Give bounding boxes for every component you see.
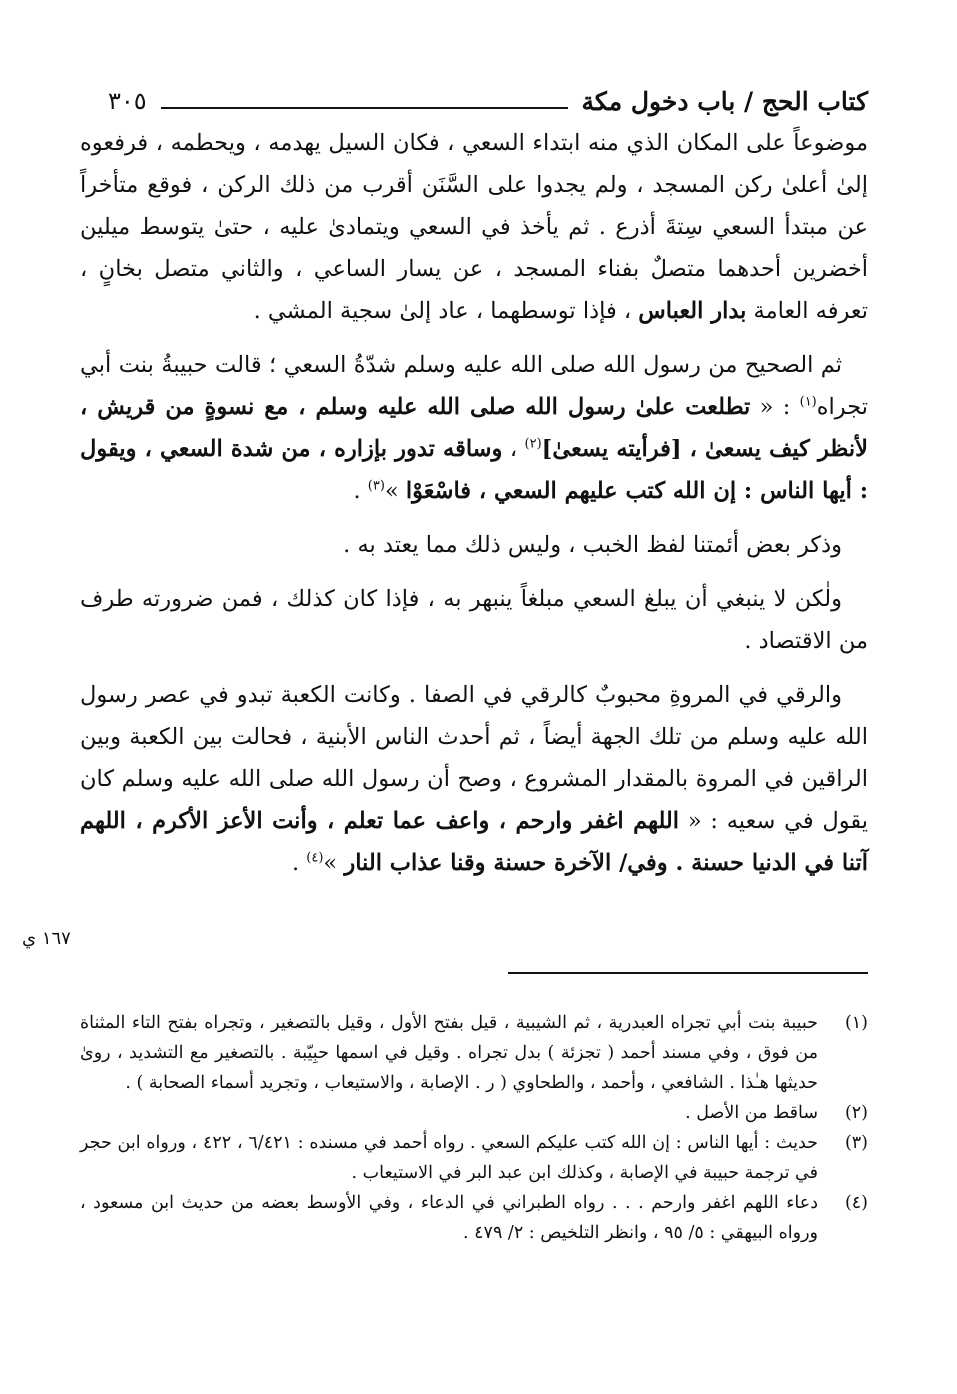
text-run: : «	[750, 394, 800, 420]
paragraph	[80, 524, 868, 566]
footnote	[80, 1128, 868, 1188]
running-header	[108, 84, 868, 118]
margin-page-marker: ١٦٧ ي	[22, 928, 71, 949]
footnote-text: حديث : أيها الناس : إن الله كتب عليكم السعي . رواه أحمد في مسنده : ٦/٤٢١ ، ٤٢٢ ، ورواه ابن حجر في ترجمة حبيبة في الإصابة ، وكذلك ابن عبد البر في الاستيعاب .	[80, 1133, 819, 1183]
page-number: ٣٠٥	[108, 87, 147, 115]
text-run: .	[291, 850, 307, 876]
paragraph	[80, 122, 868, 332]
footnote	[80, 1188, 868, 1248]
footnote-text: حبيبة بنت أبي تجراه العبدرية ، ثم الشيبية ، قيل بفتح الأول ، وقيل بالتصغير ، وتجراه بفتح التاء المثناة من فوق ، وفي مسند أحمد ( تجزئة ) بدل تجراه . وقيل في اسمها حبِيّبة . بالتصغير مع التشديد ، روىٰ حديثها هـٰذا . الشافعي ، وأحمد ، والطحاوي ( ر . الإصابة ، والاستيعاب ، وتجريد أسماء الصحابة ) .	[80, 1013, 818, 1093]
footnote-number: (٣)	[844, 1133, 868, 1153]
paragraph	[80, 344, 868, 512]
footnote-text: ساقط من الأصل .	[685, 1103, 818, 1123]
paragraph	[80, 578, 868, 662]
main-text	[80, 122, 868, 896]
text-run: ولٰكن لا ينبغي أن يبلغ السعي مبلغاً ينبهر به ، فإذا كان كذلك ، فمن ضرورته طرف من الاقتصاد .	[80, 586, 868, 654]
footnote-number: (٢)	[844, 1103, 868, 1123]
bold-text-run: بدار العباس	[638, 298, 747, 324]
text-run: موضوعاً على المكان الذي منه ابتداء السعي ، فكان السيل يهدمه ، ويحطمه ، فرفعوه إلىٰ أعلىٰ ركن المسجد ، ولم يجدوا على السَّنَن أقرب من ذلك الركن ، فوقع متأخراً عن مبتدأ السعي سِتةَ أذرع . ثم يأخذ في السعي ويتمادىٰ عليه ، حتىٰ يتوسط ميلين أخضرين أحدهما متصلٌ بفناء المسجد ، عن يسار الساعي ، والثاني متصل بخانٍ ، تعرفه العامة	[80, 130, 868, 324]
footnote	[80, 1098, 868, 1128]
bold-text-run: وساقه تدور بإزاره ، من شدة السعي ، ويقول : أيها الناس : إن الله كتب عليهم السعي ، فاسْعَوْا	[80, 436, 868, 504]
chapter-title: كتاب الحج / باب دخول مكة	[581, 86, 868, 116]
text-run: ،	[502, 436, 525, 462]
footnotes	[80, 1008, 868, 1248]
footnote	[80, 1008, 868, 1098]
footnote-reference[interactable]: (١)	[799, 394, 817, 410]
footnote-number: (١)	[844, 1013, 868, 1033]
text-run: .	[353, 478, 368, 504]
header-rule	[161, 93, 568, 109]
bold-text-run: تطلعت علىٰ رسول الله صلى الله عليه وسلم ، مع نسوةٍ من قريش ، لأنظر كيف يسعىٰ ، [فرأيته يسعىٰ]	[80, 394, 868, 462]
footnote-number: (٤)	[844, 1193, 868, 1213]
text-run: ثم الصحيح من رسول الله صلى الله عليه وسلم شدّةُ السعي ؛ قالت حبيبةُ بنت أبي تجراه	[80, 352, 868, 420]
footnote-reference[interactable]: (٤)	[306, 850, 324, 866]
text-run: وذكر بعض أئمتنا لفظ الخبب ، وليس ذلك مما يعتد به .	[343, 532, 842, 558]
paragraph	[80, 674, 868, 884]
bold-text-run: اللهم اغفر وارحم ، واعف عما تعلم ، وأنت الأعز الأكرم ، اللهم آتنا في الدنيا حسنة . وفي/ الآخرة حسنة وقنا عذاب النار	[80, 808, 868, 876]
text-run: »	[323, 850, 345, 876]
text-run: ، فإذا توسطهما ، عاد إلىٰ سجية المشي .	[253, 298, 639, 324]
footnote-text: دعاء اللهم اغفر وارحم . . . رواه الطبراني في الدعاء ، وفي الأوسط بعضه من حديث ابن مسعود ، ورواه البيهقي : ٥/ ٩٥ ، وانظر التلخيص : ٢/ ٤٧٩ .	[80, 1193, 818, 1243]
text-run: »	[384, 478, 406, 504]
text-run: والرقي في المروةِ محبوبٌ كالرقي في الصفا . وكانت الكعبة تبدو في عصر رسول الله عليه وسلم من تلك الجهة أيضاً ، ثم أحدث الناس الأبنية ، فحالت بين الكعبة وبين الراقين في المروة بالمقدار المشروع ، وصح أن رسول الله صلى الله عليه وسلم كان يقول في سعيه : «	[80, 682, 868, 834]
footnote-separator	[508, 972, 868, 974]
footnote-reference[interactable]: (٢)	[524, 436, 542, 452]
footnote-reference[interactable]: (٣)	[367, 478, 385, 494]
